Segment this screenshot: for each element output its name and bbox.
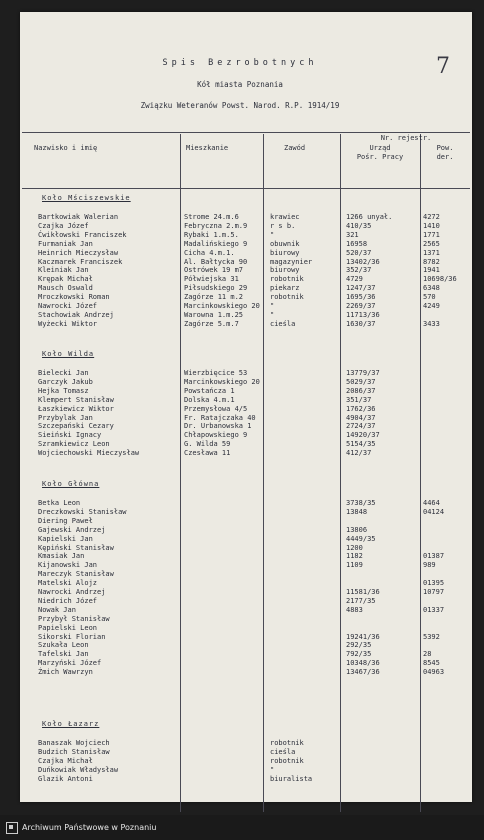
table-cell-trade: robotnik [270,293,304,302]
table-cell-trade: magazynier [270,257,313,266]
table-cell-pow: 1771 [423,230,440,239]
table-cell-trade: piekarz [270,284,300,293]
table-cell-trade: r s b. [270,221,296,230]
table-cell-address: Powstańcza 1 [184,386,235,395]
table-cell-reg: 13848 [346,507,368,516]
table-cell-reg: 13467/36 [346,668,380,677]
column-rule-registry [340,134,341,812]
table-cell-name: Bielecki Jan [38,369,89,377]
table-cell-pow: 5392 [423,632,440,641]
table-cell-name: Dreczkowski Stanisław [38,507,127,516]
table-cell-reg: 1762/36 [346,404,376,413]
table-cell-pow: 4464 [423,499,440,507]
table-cell-name: Mroczkowski Roman [38,293,110,302]
table-cell-address: Al. Bałtycka 90 [184,257,248,266]
header-bottom-rule [22,188,470,189]
table-cell-name: Nawrocki Andrzej [38,588,106,596]
table-cell-reg: 4729 [346,275,363,284]
table-cell-address: Dolska 4.m.1 [184,395,235,404]
table-cell-reg: 3738/35 [346,499,376,507]
table-cell-pow: 6348 [423,284,440,293]
table-cell-name: Krępak Michał [38,275,93,284]
table-cell-name: Ćwikłowski Franciszek [38,230,127,239]
page-number: 7 [436,54,450,79]
table-cell-pow: 04124 [423,507,445,516]
section-heading: Koło Łazarz [42,720,100,728]
table-cell-name: Kępiński Stanisław [38,543,114,552]
table-cell-reg: 520/37 [346,248,372,257]
table-cell-name: Szczepański Cezary [38,422,114,431]
table-cell-name: Kleiniak Jan [38,266,89,275]
table-cell-name: Czajka Józef [38,221,89,230]
table-cell-reg: 19241/36 [346,632,380,641]
table-cell-trade: biurowy [270,248,300,257]
table-cell-trade: cieśla [270,747,296,756]
table-cell-address: Ostrówek 19 m7 [184,266,244,275]
table-cell-name: Papielski Leon [38,623,98,632]
table-cell-name: Wyżecki Wiktor [38,319,98,328]
table-cell-reg: 16958 [346,239,368,248]
table-cell-address: G. Wilda 59 [184,440,231,449]
table-cell-address: Dr. Urbanowska 1 [184,422,252,431]
table-cell-trade: " [270,230,275,239]
table-cell-reg: 351/37 [346,395,372,404]
table-cell-address: Czesława 11 [184,449,231,458]
table-cell-name: Sieiński Ignacy [38,431,102,440]
table-cell-address: Przemysłowa 4/5 [184,404,248,413]
table-cell-name: Kapielski Jan [38,534,93,543]
header-pow-2: der. [436,153,454,161]
table-cell-name: Tafelski Jan [38,650,89,659]
table-cell-address: Madalińskiego 9 [184,239,248,248]
table-cell-trade: " [270,765,275,774]
table-cell-pow: 2565 [423,239,440,248]
table-cell-reg: 1182 [346,552,363,561]
archive-name: Archiwum Państwowe w Poznaniu [22,823,157,832]
table-cell-pow: 3433 [423,319,440,328]
table-cell-name: Przybylak Jan [38,413,93,422]
table-cell-pow: 28 [423,650,432,659]
table-cell-name: Kmasiak Jan [38,552,85,561]
header-name: Nazwisko i imię [34,144,98,152]
header-trade: Zawód [284,144,306,152]
column-rule-address [180,134,181,812]
table-cell-pow: 8782 [423,257,440,266]
table-cell-name: Niedrich Józef [38,596,98,605]
table-cell-reg: 410/35 [346,221,372,230]
table-cell-reg: 1200 [346,543,363,552]
table-cell-name: Kaczmarek Franciszek [38,257,123,266]
table-cell-trade: biuralista [270,774,313,783]
section-heading: Koło Wilda [42,350,95,358]
table-cell-pow: 01337 [423,605,445,614]
table-cell-reg: 321 [346,230,359,239]
table-cell-trade: obuwnik [270,239,300,248]
table-cell-pow: 04963 [423,668,445,677]
table-cell-name: Marzyński Józef [38,659,102,668]
table-cell-trade: " [270,310,275,319]
table-cell-address: Piłsudskiego 29 [184,284,248,293]
table-cell-pow: 8545 [423,659,440,668]
table-cell-address: Zagórze 11 m.2 [184,293,244,302]
table-cell-address: Fr. Ratajczaka 40 [184,413,256,422]
table-cell-reg: 4904/37 [346,413,376,422]
table-cell-reg: 1630/37 [346,319,376,328]
table-cell-reg: 352/37 [346,266,372,275]
table-cell-reg: 10348/36 [346,659,380,668]
table-cell-name: Mareczyk Stanisław [38,570,114,579]
table-cell-address: Wierzbięcice 53 [184,369,248,377]
table-cell-address: Marcinkowskiego 20 [184,377,260,386]
header-registry-office-1: Urząd [369,144,391,152]
table-cell-pow: 1410 [423,221,440,230]
column-rule-trade [263,134,264,812]
table-cell-pow: 10797 [423,588,445,596]
table-cell-reg: 2269/37 [346,302,376,310]
table-cell-name: Szukała Leon [38,641,89,650]
table-cell-reg: 1266 unyał. [346,213,393,221]
table-cell-pow: 1941 [423,266,440,275]
table-cell-address: Rybaki 1.m.5. [184,230,239,239]
table-cell-name: Źmich Wawrzyn [38,668,93,677]
table-cell-name: Diering Paweł [38,516,93,525]
table-cell-pow: 570 [423,293,436,302]
table-cell-name: Stachowiak Andrzej [38,310,114,319]
table-cell-pow: 01395 [423,579,445,588]
table-cell-name: Budzich Stanisław [38,747,110,756]
table-cell-pow: 4249 [423,302,440,310]
header-pow-1: Pow. [436,144,454,152]
table-cell-name: Heinrich Mieczysław [38,248,119,257]
table-cell-name: Sikorski Florian [38,632,106,641]
table-cell-trade: " [270,302,275,310]
table-cell-name: Czajka Michał [38,756,93,765]
table-cell-address: Zagórze 5.m.7 [184,319,239,328]
table-cell-address: Cicha 4.m.1. [184,248,235,257]
table-cell-pow: 4272 [423,213,440,221]
table-cell-name: Betka Leon [38,499,81,507]
section-heading: Koło Mściszewskie [42,194,131,202]
table-cell-name: Mausch Oswald [38,284,93,293]
document-subtitle: Kół miasta Poznania [197,80,283,89]
table-cell-address: Strome 24.m.6 [184,213,239,221]
table-cell-name: Banaszak Wojciech [38,739,110,747]
table-cell-pow: 1371 [423,248,440,257]
table-cell-name: Glazik Antoni [38,774,93,783]
table-cell-address: Chłapowskiego 9 [184,431,248,440]
header-registry: Nr. rejestr. [380,134,432,142]
table-cell-reg: 1109 [346,561,363,570]
table-cell-name: Łaszkiewicz Wiktor [38,404,114,413]
table-cell-reg: 13806 [346,525,368,534]
table-cell-address: Febryczna 2.m.9 [184,221,248,230]
table-cell-trade: robotnik [270,756,304,765]
table-cell-pow: 10698/36 [423,275,457,284]
table-cell-trade: krawiec [270,213,300,221]
table-cell-reg: 292/35 [346,641,372,650]
table-top-rule [22,132,470,133]
table-cell-reg: 2177/35 [346,596,376,605]
table-cell-name: Nowak Jan [38,605,76,614]
table-cell-pow: 989 [423,561,436,570]
section-heading: Koło Główna [42,480,100,488]
table-cell-name: Klempert Stanisław [38,395,114,404]
table-cell-reg: 11713/36 [346,310,380,319]
table-cell-name: Furmaniak Jan [38,239,93,248]
table-cell-name: Wojciechowski Mieczysław [38,449,140,458]
table-cell-trade: cieśla [270,319,296,328]
document-union: Związku Weteranów Powst. Narod. R.P. 1914/19 [140,101,340,110]
table-cell-reg: 5154/35 [346,440,376,449]
table-cell-name: Hejka Tomasz [38,386,89,395]
document-title: Spis Bezrobotnych [162,58,318,68]
table-cell-name: Bartkowiak Walerian [38,213,119,221]
table-cell-trade: robotnik [270,739,304,747]
archive-logo-icon [6,822,18,834]
table-cell-reg: 13402/36 [346,257,380,266]
table-cell-name: Kijanowski Jan [38,561,98,570]
archive-footer [0,815,484,840]
table-cell-address: Marcinkowskiego 20 [184,302,260,310]
table-cell-name: Szramkiewicz Leon [38,440,110,449]
table-cell-name: Nawrocki Józef [38,302,98,310]
header-registry-office-2: Pośr. Pracy [356,153,404,161]
table-cell-reg: 1695/36 [346,293,376,302]
table-cell-trade: biurowy [270,266,300,275]
table-cell-name: Gajewski Andrzej [38,525,106,534]
header-address: Mieszkanie [186,144,229,152]
table-cell-reg: 1247/37 [346,284,376,293]
table-cell-reg: 4449/35 [346,534,376,543]
document-page [20,12,472,802]
table-cell-name: Matelski Alojz [38,579,98,588]
table-cell-address: Warowna 1.m.25 [184,310,244,319]
table-cell-reg: 14920/37 [346,431,380,440]
table-cell-reg: 792/35 [346,650,372,659]
table-cell-reg: 13779/37 [346,369,380,377]
table-cell-reg: 2086/37 [346,386,376,395]
table-cell-trade: robotnik [270,275,304,284]
table-cell-address: Półwiejska 31 [184,275,239,284]
table-cell-name: Garczyk Jakub [38,377,93,386]
table-cell-pow: 01387 [423,552,445,561]
table-cell-name: Duńkowiak Władysław [38,765,119,774]
table-cell-name: Przybył Stanisław [38,614,110,623]
table-cell-reg: 11581/36 [346,588,380,596]
table-cell-reg: 412/37 [346,449,372,458]
column-rule-pow [420,134,421,812]
table-cell-reg: 5029/37 [346,377,376,386]
table-cell-reg: 2724/37 [346,422,376,431]
table-cell-reg: 4883 [346,605,363,614]
